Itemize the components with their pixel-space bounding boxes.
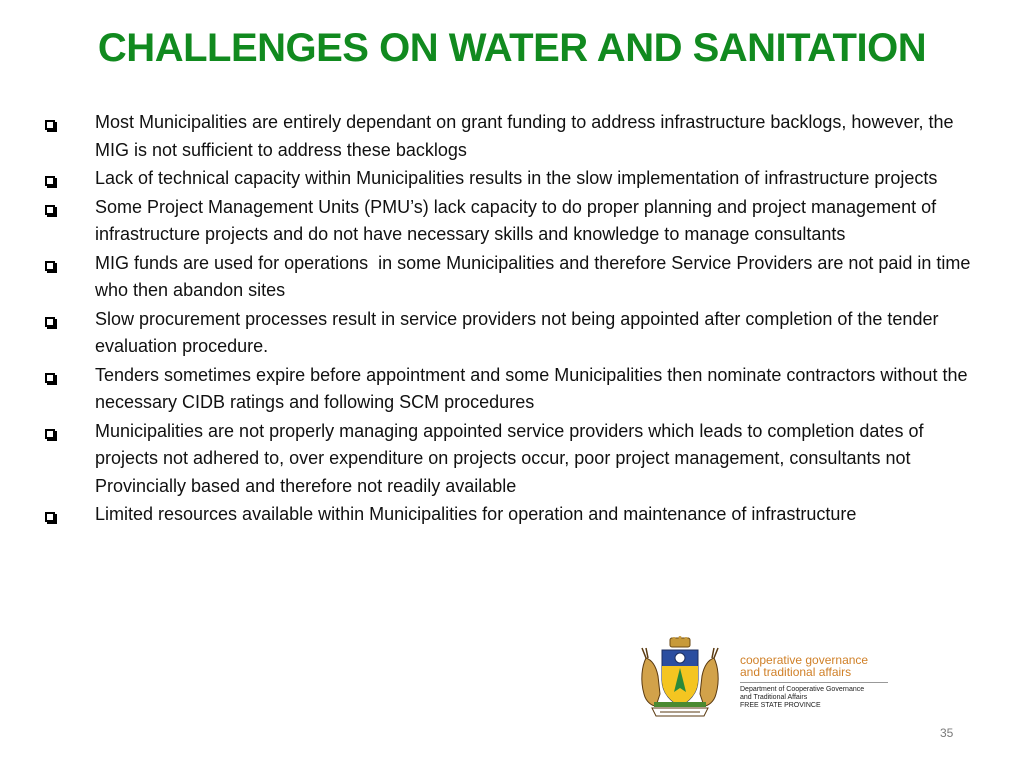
bullet-text: Lack of technical capacity within Municipalities results in the slow implementation of infrastructure projects xyxy=(95,168,938,188)
bullet-text: Municipalities are not properly managing appointed service providers which leads to completion dates of projects not adhered to, over expenditure on projects occur, poor project management, consultants not Provincially based and therefore not readily available xyxy=(95,420,929,496)
checkbox-square-icon xyxy=(45,261,55,271)
checkbox-square-icon xyxy=(45,205,55,215)
checkbox-square-icon xyxy=(45,373,55,383)
checkbox-square-icon xyxy=(45,429,55,439)
bullet-item xyxy=(44,252,989,305)
bullet-item xyxy=(44,364,989,417)
page-number: 35 xyxy=(940,726,954,740)
department-logo xyxy=(628,636,888,720)
bullet-item xyxy=(44,196,989,249)
checkbox-square-icon xyxy=(45,512,55,522)
bullet-item xyxy=(44,308,989,361)
bullet-text: Limited resources available within Municipalities for operation and maintenance of infrastructure xyxy=(95,504,857,524)
bullet-item xyxy=(44,114,989,164)
bullet-text: Tenders sometimes expire before appointment and some Municipalities then nominate contractors without the necessary CIDB ratings and following SCM procedures xyxy=(95,364,973,412)
coat-of-arms-icon xyxy=(632,636,728,718)
bullet-text: Most Municipalities are entirely dependant on grant funding to address infrastructure backlogs, however, the MIG is not sufficient to address these backlogs xyxy=(95,112,959,160)
bullet-item xyxy=(44,420,989,501)
slide-title: CHALLENGES ON WATER AND SANITATION xyxy=(97,26,927,70)
logo-main-text: cooperative governance and traditional affairs xyxy=(740,653,869,679)
checkbox-square-icon xyxy=(45,317,55,327)
bullet-item xyxy=(44,506,989,529)
bullet-text: MIG funds are used for operations in some Municipalities and therefore Service Providers are not paid in time who then abandon sites xyxy=(95,252,976,300)
bullet-item xyxy=(44,170,989,193)
logo-divider xyxy=(740,682,888,683)
logo-sub-text: Department of Cooperative Governance and Traditional Affairs FREE STATE PROVINCE xyxy=(740,686,865,709)
checkbox-square-icon xyxy=(45,176,55,186)
checkbox-square-icon xyxy=(45,120,55,130)
bullet-text: Some Project Management Units (PMU’s) lack capacity to do proper planning and project management of infrastructure projects and do not have necessary skills and knowledge to manage consultants xyxy=(95,196,942,244)
bullet-text: Slow procurement processes result in service providers not being appointed after completion of the tender evaluation procedure. xyxy=(95,308,944,356)
bullet-list xyxy=(44,114,989,535)
